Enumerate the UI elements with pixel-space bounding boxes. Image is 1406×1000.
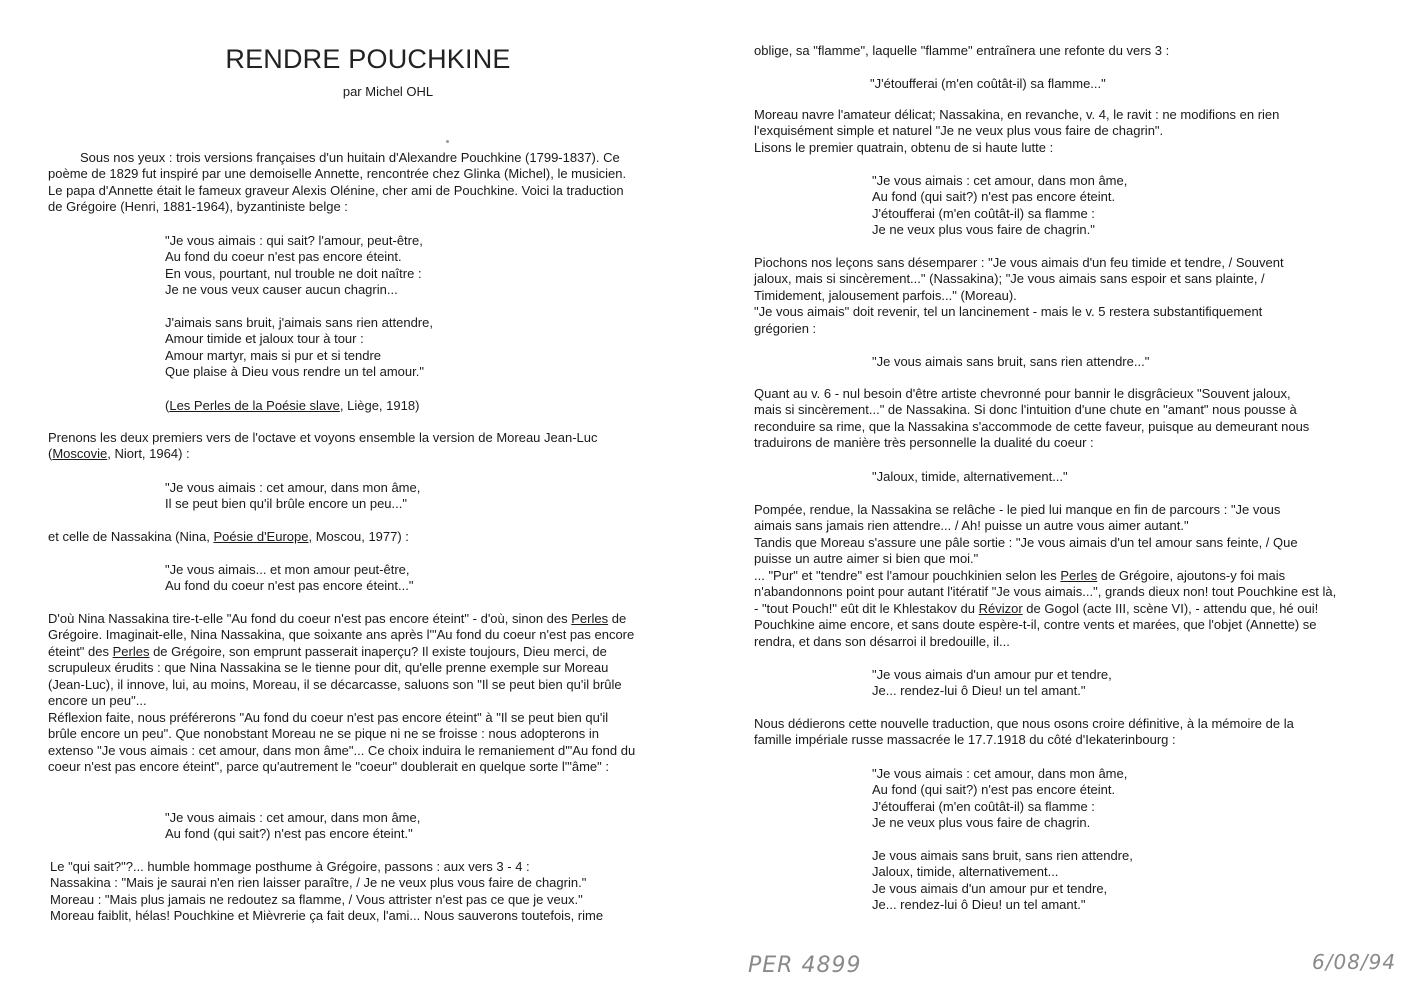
quote-flamme: "J'étoufferai (m'en coûtât-il) sa flamme..." (870, 76, 1106, 91)
poem-first-quatrain (872, 173, 1127, 239)
verse-line: "Je vous aimais d'un amour pur et tendre, (872, 667, 1112, 682)
paragraph-pompee: Pompée, rendue, la Nassakina se relâche - le pied lui manque en fin de parcours : "Je vous aimais sans jamais rien attendre... / Ah! puisse un autre vous aimer autant." Tandis que Moreau s'assure une pâle sortie : "Je vous aimais d'un tel amour sans feinte, / Que puisse un autre aimer si bien que moi." (754, 502, 1298, 567)
quote-sans-bruit: "Je vous aimais sans bruit, sans rien attendre..." (872, 354, 1150, 369)
author-line: par Michel OHL (342, 84, 434, 99)
verse-line: Au fond (qui sait?) n'est pas encore éteint." (165, 826, 413, 842)
paragraph-v6: Quant au v. 6 - nul besoin d'être artiste chevronné pour bannir le disgrâcieux "Souvent jaloux, mais si sincèrement..." de Nassakina. Si donc l'intuition d'une chute en "amant" nous pousse à reconduire sa rime, que la Nassakina s'accommode de cette faveur, puisque au demeurant nous traduirons de manière très personnelle la dualité du coeur : (754, 386, 1310, 451)
verse-line: "Je vous aimais : cet amour, dans mon âme, (165, 810, 421, 825)
verse-line: Amour martyr, mais si pur et si tendre (165, 347, 382, 363)
verse-line: J'étoufferai (m'en coûtât-il) sa flamme : (872, 798, 1095, 814)
book-title: Poésie d'Europe (213, 529, 309, 544)
verse-line: Je... rendez-lui ô Dieu! un tel amant." (872, 897, 1086, 913)
verse-line: "Je vous aimais : qui sait? l'amour, peut-être, (165, 233, 423, 248)
paragraph-continuation: oblige, sa "flamme", laquelle "flamme" entraînera une refonte du vers 3 : (754, 43, 1170, 58)
verse-line: Je... rendez-lui ô Dieu! un tel amant." (872, 683, 1086, 699)
final-translation-stanza-1 (872, 766, 1127, 832)
poem-gregoire-stanza-2 (165, 315, 433, 381)
book-title: Révizor (978, 600, 1023, 616)
verse-line: Au fond (qui sait?) n'est pas encore éteint. (872, 189, 1116, 205)
handwritten-shelfmark: PER 4899 (748, 953, 862, 978)
paragraph-verses-3-4: Le "qui sait?"?... humble hommage posthume à Grégoire, passons : aux vers 3 - 4 : Nassakina : "Mais je saurai n'en rien laisser paraître, / Je ne veux plus vous faire de chagrin." Moreau : "Mais plus jamais ne redoutez sa flamme, / Vous attrister n'est pas ce que je veux." Moreau faiblit, hélas! Pouchkine et Mièvrerie ça fait deux, l'ami... Nous sauverons toutefois, rime (50, 859, 604, 924)
verse-line: Au fond du coeur n'est pas encore éteint..." (165, 578, 414, 594)
poem-amour-pur (872, 667, 1112, 700)
book-title: Perles (571, 611, 609, 626)
paragraph-dedication: Nous dédierons cette nouvelle traduction, que nous osons croire définitive, à la mémoire de la famille impériale russe massacrée le 17.7.1918 du côté d'Iekaterinbourg : (754, 716, 1294, 748)
poem-moreau (165, 480, 420, 513)
book-title: Perles (1060, 568, 1098, 583)
paragraph-moreau-navre: Moreau navre l'amateur délicat; Nassakina, en revanche, v. 4, le ravit : ne modifions en rien l'exquisément simple et naturel "Je ne veux plus vous faire de chagrin". Lisons le premier quatrain, obtenu de si haute lutte : (754, 107, 1280, 155)
paragraph-moreau: Prenons les deux premiers vers de l'octave et voyons ensemble la version de Moreau Jean-Luc (Moscovie, Niort, 1964) : (48, 430, 598, 462)
book-title: Moscovie (52, 446, 108, 462)
book-title: Perles (112, 643, 150, 659)
verse-line: Au fond (qui sait?) n'est pas encore éteint. (872, 782, 1116, 798)
final-translation-stanza-2 (872, 848, 1133, 914)
verse-line: J'aimais sans bruit, j'aimais sans rien attendre, (165, 315, 433, 330)
verse-line: Je vous aimais sans bruit, sans rien attendre, (872, 848, 1133, 863)
paragraph-reflexion: Réflexion faite, nous préférerons "Au fond du coeur n'est pas encore éteint" à "Il se peut bien qu'il brûle encore un peu". Que nonobstant Moreau ne se pique ni ne se froisse : nous adopterons in extenso "Je vous aimais : cet amour, dans mon âme"... Ce choix induira le remaniement d'"Au fond du coeur n'est pas encore éteint", parce qu'autrement le "coeur" doublerait en quelque sorte l'"âme" : (48, 710, 636, 775)
book-title: Les Perles de la Poésie slave (169, 398, 340, 413)
document-title: RENDRE POUCHKINE (225, 44, 511, 74)
verse-line: "Je vous aimais... et mon amour peut-être, (165, 562, 410, 577)
scan-speck (446, 140, 449, 143)
poem-gregoire-stanza-1 (165, 233, 423, 299)
paragraph-pur-tendre: ... "Pur" et "tendre" est l'amour pouchkinien selon les Perles de Grégoire, ajoutons-y foi mais n'abandonnons point pour autant l'itératif "Je vous aimais...", grands dieux non! tout Pouchkine est là, - "tout Pouch!" eût dit le Khlestakov du Révizor de Gogol (acte III, scène VI), - attendu que, hé oui! Pouchkine aime encore, et sans doute espère-t-il, contre vents et marées, que l'objet (Annette) se rendra, et dans son désarroi il bredouille, il... (754, 568, 1337, 649)
verse-line: Je ne veux plus vous faire de chagrin. (872, 815, 1091, 831)
poem-combined-1 (165, 810, 420, 843)
verse-line: "Je vous aimais : cet amour, dans mon âme, (872, 766, 1128, 781)
verse-line: Il se peut bien qu'il brûle encore un peu..." (165, 496, 407, 512)
paragraph-nassakina: et celle de Nassakina (Nina, Poésie d'Europe, Moscou, 1977) : (48, 529, 409, 544)
source-citation: (Les Perles de la Poésie slave, Liège, 1918) (165, 398, 420, 413)
verse-line: Au fond du coeur n'est pas encore éteint. (165, 249, 402, 265)
verse-line: Je ne veux plus vous faire de chagrin." (872, 222, 1095, 238)
handwritten-date: 6/08/94 (1312, 950, 1397, 974)
verse-line: "Je vous aimais : cet amour, dans mon âme, (872, 173, 1128, 188)
verse-line: Je ne vous veux causer aucun chagrin... (165, 282, 398, 298)
quote-jaloux: "Jaloux, timide, alternativement..." (872, 469, 1068, 484)
verse-line: J'étoufferai (m'en coûtât-il) sa flamme : (872, 205, 1095, 221)
paragraph-intro: Sous nos yeux : trois versions françaises d'un huitain d'Alexandre Pouchkine (1799-1837). Ce poème de 1829 fut inspiré par une demoiselle Annette, rencontrée chez Glinka (Michel), le musicien. Le papa d'Annette était le fameux graveur Alexis Olénine, cher ami de Pouchkine. Voici la traduction de Grégoire (Henri, 1881-1964), byzantiniste belge : (48, 150, 627, 215)
paragraph-piochons: Piochons nos leçons sans désemparer : "Je vous aimais d'un feu timide et tendre, / Souvent jaloux, mais si sincèrement..." (Nassakina); "Je vous aimais sans espoir et sans plainte, / Timidement, jalousement parfois..." (Moreau). "Je vous aimais" doit revenir, tel un lancinement - mais le v. 5 restera substantifiquement grégorien : (754, 255, 1284, 336)
verse-line: Amour timide et jaloux tour à tour : (165, 331, 364, 347)
verse-line: "Je vous aimais : cet amour, dans mon âme, (165, 480, 421, 495)
poem-nassakina (165, 562, 413, 595)
paragraph-critique: D'où Nina Nassakina tire-t-elle "Au fond du coeur n'est pas encore éteint" - d'où, sinon des Perles de Grégoire. Imaginait-elle, Nina Nassakina, que soixante ans après l'"Au fond du coeur n'est pas encore éteint" des Perles de Grégoire, son emprunt passerait inaperçu? Il existe toujours, Dieu merci, de scrupuleux érudits : que Nina Nassakina se le tienne pour dit, qu'elle prenne exemple sur Moreau (Jean-Luc), il innove, lui, au moins, Moreau, il se décarcasse, saluons son "Il se peut bien qu'il brûle encore un peu"... (48, 611, 635, 709)
verse-line: Jaloux, timide, alternativement... (872, 864, 1059, 880)
verse-line: En vous, pourtant, nul trouble ne doit naître : (165, 265, 422, 281)
verse-line: Je vous aimais d'un amour pur et tendre, (872, 880, 1108, 896)
verse-line: Que plaise à Dieu vous rendre un tel amour." (165, 364, 424, 380)
